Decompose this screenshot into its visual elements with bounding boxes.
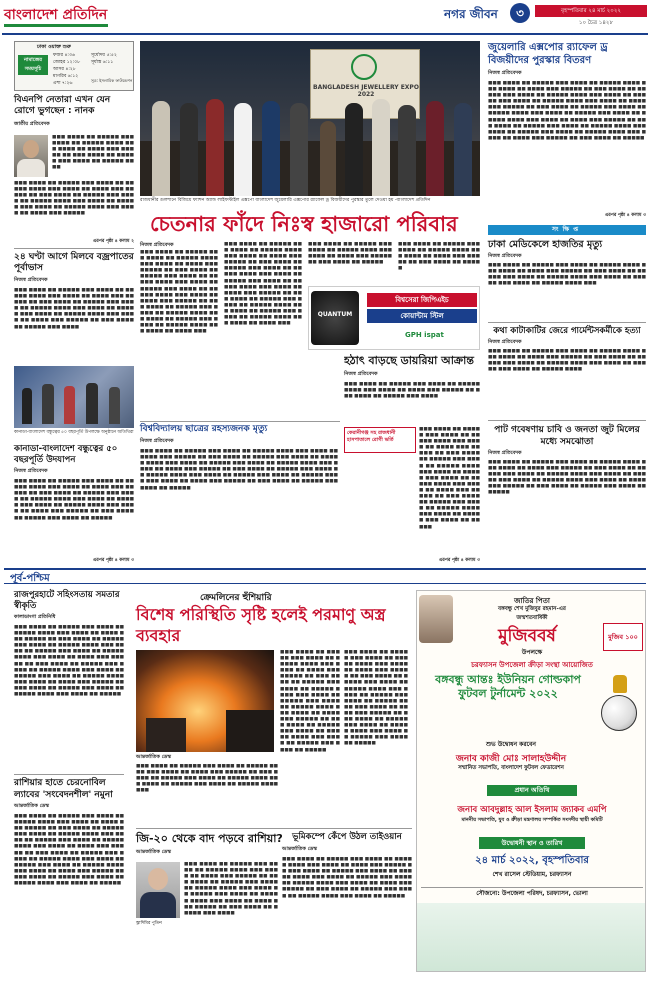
ad-inaug-role: সম্মানিত সভাপতি, বাংলাদেশ ফুটবল ফেডারেশন — [458, 765, 564, 771]
story-body-2: ■■■ ■■■■ ■■ ■■■■■ ■■■ ■■■■ ■■ ■■■■■ ■■■■ ■■■ ■■■■ ■■ ■■■■ ■■■ ■■■■■ ■■ ■■■ ■■■■ ■■ ■■■■■ ■■■ ■■■■ ■■ ■■■■■ ■■■■ ■■■ ■■■■ ■■ ■■■■■ ■■■ ■■■■ ■■ ■■■■■ ■■■■ ■■■ ■■■■ ■■ ■■■■ ■■■ ■■■■■ — [14, 181, 134, 217]
story-body-col1: ■■■ ■■■■ ■■ ■■■■■ ■■■ ■■■■ ■■ ■■■■■ ■■■■ ■■■ ■■■■ ■■ ■■■■ ■■■ ■■■■■ ■■ ■■■ ■■■■ ■■ ■■■■■ ■■■ ■■■■ ■■ ■■■■■ ■■■■ ■■■ ■■■■ ■■ ■■■■■ ■■■ ■■■■ ■■ ■■■■■ ■■■■ ■■■ ■■■■ ■■ ■■■■ ■■■ ■■■■■ ■■ ■■■ ■■■■ ■■ ■■■■■ ■■■ ■■■■ ■■ ■■■■■ ■■■■ ■■■ ■■■■ ■■ ■■■■■ ■■■ ■■■■ ■■ ■■■■■ ■■■■ ■■■ ■■■■ ■■ ■■■■ ■■■ — [140, 250, 218, 335]
story-body: ■■■ ■■■■ ■■ ■■■■■ ■■■ ■■■■ ■■ ■■■■■ ■■■■ ■■■ ■■■■ ■■ ■■■■ ■■■ ■■■■■ ■■ ■■■ ■■■■ ■■ ■■■■■ ■■■ ■■■■ ■■ ■■■■■ ■■■■ ■■■ ■■■■ ■■ ■■■■■ ■■■ ■■■■ ■■ ■■■■■ ■■■■ ■■■ ■■■■ ■■ ■■■■ ■■■ ■■■■■ ■■ ■■■ ■■■■ ■■ ■■■■■ ■■■ ■■■■ ■■ ■■■■■ ■■■■ ■■■ ■■■■ ■■ ■■■■■ — [282, 857, 412, 899]
sunset: সূর্যাস্ত ৬:১১ — [91, 60, 114, 65]
story-byline: জাতীয় প্রতিবেদক — [14, 121, 50, 127]
ad-portrait-left — [419, 595, 453, 643]
ad-brand: GPH ispat — [405, 331, 444, 339]
kremlin-kicker: ক্রেমলিনের হুঁশিয়ারি — [200, 593, 272, 603]
story-body-2: ■■■ ■■■■ ■■ ■■■■■ ■■■ ■■■■ ■■ ■■■■■ ■■■■ ■■■ ■■■■ ■■ ■■■■ ■■■ ■■■■■ ■■ ■■■ ■■■■ ■■ ■■■■■ ■■■ ■■■■ ■■ ■■■■■ ■■■■ ■■■ ■■■■ ■■ ■■■■■ ■■■ ■■■■ ■■ ■■■■■ ■■■■ ■■■ ■■■■ ■■ ■■■■ ■■■ ■■■■■ ■■ ■■■ ■■■■ ■■ ■■■■■ ■■■ ■■■■ ■■ ■■■■■ ■■■■ ■■■ ■■■■ ■■ ■■■■■ ■■■ ■■■■ ■■ ■■■■■ — [419, 427, 480, 530]
briefs-label: সংক্ষিপ্ত — [551, 226, 583, 233]
mujib-logo — [603, 623, 643, 651]
logo-tagline — [4, 24, 108, 27]
story-byline: নিজস্ব প্রতিবেদক — [14, 468, 48, 474]
prayer-title: ঢাকা ওয়াক্ত শুরু — [37, 44, 71, 50]
ad-product-badge — [311, 291, 359, 345]
main-photo — [140, 41, 480, 196]
story-body-col3: ■■■ ■■■■ ■■ ■■■■■ ■■■ ■■■■ ■■ ■■■■■ ■■■■ ■■■ ■■■■ ■■ ■■■■ ■■■ ■■■■■ ■■ ■■■ ■■■■ ■■ ■■■■■ — [308, 242, 392, 266]
pull-quote — [344, 427, 416, 453]
ad-gph-steel — [308, 286, 480, 350]
story-byline: নিজস্ব প্রতিবেদক — [488, 339, 522, 345]
story-byline: নিজস্ব প্রতিবেদক — [344, 371, 378, 377]
prayer-label-2: সময়সূচি — [24, 66, 42, 72]
sunrise: সূর্যোদয় ৫:৫২ — [91, 53, 117, 58]
story-kremlin-col2: ■■■ ■■■■ ■■ ■■■■■ ■■■ ■■■■ ■■ ■■■■■ ■■■■ ■■■ ■■■■ ■■ ■■■■ ■■■ ■■■■■ ■■ ■■■ ■■■■ ■■ ■■■■■ ■■■ ■■■■ ■■ ■■■■■ ■■■■ ■■■ ■■■■ ■■ ■■■■■ ■■■ ■■■■ ■■ ■■■■■ ■■■■ ■■■ ■■■■ ■■ ■■■■ ■■■ ■■■■■ ■■ ■■■ ■■■■ ■■ ■■■■■ ■■■ ■■■■ ■■ ■■■■■ ■■■■ ■■■ ■■■■ ■■ ■■■■■ ■■■ ■■■■ ■■ ■■■■■ — [280, 650, 340, 753]
ad-organizer: চরফ্যাসন উপজেলা ক্রীড়া সংস্থা আয়োজিত — [471, 661, 593, 669]
ad-event: বঙ্গবন্ধু আন্তঃ ইউনিয়ন গোল্ডকাপ ফুটবল টুর্নামেন্ট ২০২২ — [435, 673, 581, 700]
story-body-col4: ■■■ ■■■■ ■■ ■■■■■ ■■■ ■■■■ ■■ ■■■■■ ■■■■ ■■■ ■■■■ ■■ ■■■■ ■■■ ■■■■■ ■■ ■■■ ■■■■ ■■ ■■■■■ — [398, 242, 480, 272]
story-headline: ২৪ ঘণ্টা আগে মিলবে বজ্রপাতের পূর্বাভাস — [14, 252, 134, 273]
story-headline: জুয়েলারি এক্সপোর র‍্যাফেল ড্র বিজয়ীদের পুরস্কার বিতরণ — [488, 42, 608, 66]
story-body: ■■■ ■■■■ ■■ ■■■■■ ■■■ ■■■■ ■■ ■■■■■ ■■■■ ■■■ ■■■■ ■■ ■■■■ ■■■ ■■■■■ ■■ ■■■ ■■■■ ■■ ■■■■■ ■■■ ■■■■ ■■ ■■■■■ ■■■■ ■■■ ■■■■ ■■ ■■■■■ ■■■ ■■■■ ■■ ■■■■■ ■■■■ ■■■ ■■■■ ■■ ■■■■ ■■■ ■■■■■ ■■ ■■■ ■■■■ ■■ ■■■■■ ■■■ ■■■■ ■■ ■■■■■ — [14, 479, 134, 521]
story-body: ■■■ ■■■■ ■■ ■■■■■ ■■■ ■■■■ ■■ ■■■■■ ■■■■ ■■■ ■■■■ ■■ ■■■■ ■■■ ■■■■■ ■■ ■■■ ■■■■ ■■ ■■■■■ ■■■ ■■■■ ■■ ■■■■■ ■■■■ ■■■ ■■■■ ■■ ■■■■■ ■■■ ■■■■ ■■ ■■■■■ ■■■■ ■■■ ■■■■ ■■ ■■■■ ■■■ ■■■■■ ■■ ■■■ ■■■■ ■■ ■■■■■ ■■■ ■■■■ ■■ ■■■■■ ■■■■ ■■■ ■■■■ ■■ ■■■■■ ■■■ ■■■■ ■■ ■■■■■ ■■■■ ■■■ ■■■■ ■■ ■■■■ ■■■ ■■■■■ ■■ ■■■ ■■■■ ■■ ■■■■■ ■■■ ■■■■ ■■ ■■■■■ ■■■■ ■■■ ■■■■ ■■ ■■■■■ ■■■ ■■■■ ■■ ■■■■■ ■■■■ ■■■ ■■■■ ■■ ■■■■ ■■■ ■■■■■ ■■ ■■■ ■■■■ ■■ ■■■■■ — [488, 81, 646, 141]
ad-line2: কোয়ান্টাম স্টিল — [367, 309, 477, 323]
story-body: ■■■ ■■■■ ■■ ■■■■■ ■■■ ■■■■ ■■ ■■■■■ ■■■■ ■■■ ■■■■ ■■ ■■■■ ■■■ ■■■■■ ■■ ■■■ ■■■■ ■■ ■■■■■ ■■■ ■■■■ ■■ ■■■■■ ■■■■ ■■■ ■■■■ ■■ ■■■■■ ■■■ ■■■■ ■■ ■■■■■ ■■■■ ■■■ ■■■■ ■■ ■■■■ ■■■ ■■■■■ ■■ ■■■ ■■■■ ■■ ■■■■■ ■■■ ■■■■ ■■ ■■■■■ ■■■■ ■■■ ■■■■ ■■ ■■■■■ ■■■ ■■■■ ■■ ■■■■■ ■■■■ ■■■ ■■■■ ■■ ■■■■ ■■■ ■■■■■ ■■ ■■■ ■■■■ ■■ ■■■■■ ■■■ ■■■■ ■■ ■■■■■ ■■■■ ■■■ ■■■■ ■■ ■■■■■ — [14, 814, 124, 887]
ad-venue-date: ২৪ মার্চ ২০২২, বৃহস্পতিবার — [475, 855, 589, 866]
story-body: ■■■ ■■■■ ■■ ■■■■■ ■■■ ■■■■ ■■ ■■■■■ ■■■■ ■■■ ■■■■ ■■ ■■■■ ■■■ ■■■■■ ■■ ■■■ ■■■■ ■■ ■■■■■ ■■■ ■■■■ ■■ ■■■■■ ■■■■ ■■■ ■■■■ ■■ ■■■■■ ■■■ ■■■■ ■■ ■■■■■ ■■■■ ■■■ ■■■■ ■■ ■■■■ ■■■ ■■■■■ ■■ ■■■ ■■■■ ■■ ■■■■■ ■■■ ■■■■ ■■ ■■■■■ — [488, 460, 646, 496]
story-body: ■■■ ■■■■ ■■ ■■■■■ ■■■ ■■■■ ■■ ■■■■■ ■■■■ ■■■ ■■■■ ■■ ■■■■ ■■■ ■■■■■ ■■ ■■■ ■■■■ ■■ ■■■■■ ■■■ ■■■■ ■■ ■■■■■ ■■■■ ■■■ ■■■■ ■■ ■■■■■ ■■■ ■■■■ ■■ ■■■■■ ■■■■ ■■■ — [136, 764, 278, 794]
story-headline: বিশ্ববিদ্যালয় ছাত্রের রহস্যজনক মৃত্যু — [140, 424, 268, 434]
date-secondary: ১০ চৈত্র ১৪২৮ — [578, 20, 614, 26]
story-headline: পাট গবেষণায় চাবি ও জনতা জুট মিলের মধ্যে সমঝোতা — [494, 425, 640, 447]
story-headline: জি-২০ থেকে বাদ পড়বে রাশিয়া? — [136, 832, 283, 845]
story-kremlin — [136, 754, 278, 824]
story-g20 — [136, 832, 283, 972]
story-jewellery — [488, 41, 646, 219]
story-byline: আন্তর্জাতিক ডেস্ক — [136, 849, 171, 855]
story-continued: এরপর পৃষ্ঠা ৪ কলাম ৩ — [92, 558, 134, 563]
page-number — [510, 3, 530, 23]
ad-inaug-label: শুভ উদ্বোধন করবেন — [486, 741, 536, 748]
ad-line1: বঙ্গবন্ধু শেখ মুজিবুর রহমান-এর — [498, 606, 566, 612]
date-text: বৃহস্পতিবার ২৪ মার্চ ২০২২ — [561, 8, 621, 14]
fire-photo — [136, 650, 274, 752]
masthead-logo: বাংলাদেশ প্রতিদিন — [4, 7, 108, 23]
story-rangpur — [14, 590, 124, 770]
mujib-logo-text: মুজিব ১০০ — [608, 633, 638, 641]
ad-footer-band — [417, 903, 646, 972]
story-body: ■■■ ■■■■ ■■ ■■■■■ ■■■ ■■■■ ■■ ■■■■■ ■■■■ ■■■ ■■■■ ■■ ■■■■ ■■■ ■■■■■ ■■ ■■■ ■■■■ ■■ ■■■■■ ■■■ ■■■■ ■■ ■■■■■ ■■■■ ■■■ ■■■■ ■■ ■■■■■ ■■■ ■■■■ ■■ ■■■■■ ■■■■ ■■■ ■■■■ ■■ ■■■■ ■■■ ■■■■■ ■■ ■■■ ■■■■ ■■ ■■■■■ ■■■ ■■■■ ■■ ■■■■■ ■■■■ ■■■ ■■■■ ■■ ■■■■■ ■■■ ■■■■ ■■ ■■■■■ ■■■■ ■■■ ■■■■ ■■ ■■■■ ■■■ ■■■■■ ■■ ■■■ ■■■■ ■■ ■■■■■ ■■■ ■■■■ ■■ ■■■■■ ■■■■ ■■■ ■■■■ ■■ ■■■■■ — [14, 625, 124, 698]
story-headline: ভূমিকম্পে কেঁপে উঠল তাইওয়ান — [292, 832, 402, 842]
story-body: ■■■ ■■■■ ■■ ■■■■■ ■■■ ■■■■ ■■ ■■■■■ ■■■■ ■■■ ■■■■ ■■ ■■■■ ■■■ ■■■■■ ■■ ■■■ ■■■■ ■■ ■■■■■ ■■■ ■■■■ ■■ ■■■■■ ■■■■ ■■■ ■■■■ ■■ ■■■■■ ■■■ ■■■■ ■■ ■■■■■ ■■■■ — [488, 349, 646, 373]
story-chernobyl — [14, 778, 124, 968]
divider — [136, 828, 412, 829]
putin-caption: ভ্লাদিমির পুতিন — [136, 921, 162, 926]
portrait-photo — [14, 135, 48, 177]
story-continued: এরপর পৃষ্ঠা ৪ কলাম ৩ — [604, 213, 646, 218]
ad-line1: বিশ্বসেরা জিপিএইচ — [367, 293, 477, 307]
story-byline: নিজস্ব প্রতিবেদক — [14, 277, 48, 283]
ad-chief-role: মাননীয় সভাপতি, যুব ও ক্রীড়া মন্ত্রণালয় সম্পর্কিত সংসদীয় স্থায়ী কমিটি — [461, 817, 603, 823]
canada-caption: কানাডা-বাংলাদেশ বন্ধুত্বের ৫০ বছরপূর্তি উপলক্ষে অনুষ্ঠানে অতিথিরা — [14, 430, 134, 435]
prayer-row: জোহর ১২:০৮ — [53, 60, 81, 65]
section-header-text: পূর্ব-পশ্চিম — [10, 573, 50, 584]
ad-venue-place: শেখ রাসেল স্টেডিয়াম, চরফ্যাসন — [492, 871, 572, 878]
prayer-sun — [91, 52, 117, 66]
prayer-row: ফজর ৪:৩৬ — [53, 53, 75, 58]
main-headline: চেতনার ফাঁদে নিঃস্ব হাজারো পরিবার — [150, 211, 458, 236]
page-number-text: ৩ — [516, 6, 524, 20]
story-body: ■■■ ■■■■ ■■ ■■■■■ ■■■ ■■■■ ■■ ■■■■■ ■■■■ ■■■ ■■■■ ■■ ■■■■ ■■■ ■■■■■ ■■ ■■■ ■■■■ ■■ ■■■■■ ■■■ ■■■■ ■■ ■■■■■ ■■■■ ■■■ ■■■■ ■■ ■■■■■ ■■■ ■■■■ ■■ ■■■■■ ■■■■ ■■■ — [488, 263, 646, 287]
divider — [488, 420, 646, 421]
prayer-label-box — [18, 55, 48, 75]
kremlin-headline: বিশেষ পরিস্থিতি সৃষ্টি হলেই পরমাণু অস্ত্র ব্যবহার — [136, 605, 386, 645]
story-student — [140, 424, 338, 564]
ad-sponsor: সৌজন্যে: উপজেলা পরিষদ, চরফ্যাসন, ভোলা — [421, 887, 643, 899]
story-body: ■■■ ■■■■ ■■ ■■■■■ ■■■ ■■■■ ■■ ■■■■■ ■■■■ ■■■ ■■■■ ■■ ■■■■ ■■■ ■■■■■ ■■ ■■■ ■■■■ ■■ ■■■■■ ■■■ ■■■■ — [344, 382, 480, 400]
prayer-row: এশা ৭:২৬ — [53, 81, 73, 86]
story-body-col2: ■■■ ■■■■ ■■ ■■■■■ ■■■ ■■■■ ■■ ■■■■■ ■■■■ ■■■ ■■■■ ■■ ■■■■ ■■■ ■■■■■ ■■ ■■■ ■■■■ ■■ ■■■■■ ■■■ ■■■■ ■■ ■■■■■ ■■■■ ■■■ ■■■■ ■■ ■■■■■ ■■■ ■■■■ ■■ ■■■■■ ■■■■ ■■■ ■■■■ ■■ ■■■■ ■■■ ■■■■■ ■■ ■■■ ■■■■ ■■ ■■■■■ ■■■ ■■■■ ■■ ■■■■■ ■■■■ ■■■ ■■■■ ■■ ■■■■■ ■■■ ■■■■ ■■ ■■■■■ ■■■■ ■■■ ■■■■ ■■ ■■■■ ■■■ — [224, 242, 302, 327]
story-headline: হঠাৎ বাড়ছে ডায়রিয়া আক্রান্ত — [344, 354, 474, 367]
story-dmc — [488, 239, 646, 319]
story-body: ■■■ ■■■■ ■■ ■■■■■ ■■■ ■■■■ ■■ ■■■■■ ■■■■ ■■■ ■■■■ ■■ ■■■■ ■■■ ■■■■■ ■■ ■■■ ■■■■ ■■ ■■■■■ ■■■ ■■■■ ■■ ■■■■■ ■■■■ — [52, 135, 134, 171]
story-byline: কালাডাংগা প্রতিনিধি — [14, 614, 56, 620]
story-headline: কানাডা-বাংলাদেশ বন্ধুত্বের ৫০ বছরপূর্তি উদযাপন — [14, 444, 118, 465]
ad-mujib-borsho — [416, 590, 646, 972]
expo-banner-text: BANGLADESH JEWELLERY EXPO 2022 — [313, 84, 419, 98]
section-header-east-west — [4, 568, 646, 584]
story-headline: কথা কাটাকাটির জেরে গার্মেন্টসকর্মীকে হত্যা — [493, 326, 641, 336]
story-continued: এরপর পৃষ্ঠা ৪ কলাম ৩ — [438, 558, 480, 563]
story-headline: রাশিয়ার হাতে চেরনোবিল ল্যাবের 'সংবেদনশীল' নমুনা — [14, 778, 113, 800]
ad-product: QUANTUM — [317, 311, 353, 318]
prayer-row: আসর ৪:২৮ — [53, 67, 76, 72]
prayer-credit: সূত্র: ইসলামিক ফাউন্ডেশন — [91, 78, 133, 83]
story-headline: রাজপুরহাটে সহিংসতায় সমতার স্বীকৃতি — [14, 590, 120, 611]
story-byline: নিজস্ব প্রতিবেদক — [140, 438, 174, 444]
story-garments — [488, 326, 646, 416]
ad-inaug-name: জনাব কাজী মোঃ সালাহউদ্দীন — [455, 754, 567, 764]
pull-quote-text: কেরানীগঞ্জ সহ রাজধানী হাসপাতালে রোগী ভর্তি — [347, 430, 396, 443]
story-kremlin-col3: ■■■ ■■■■ ■■ ■■■■■ ■■■ ■■■■ ■■ ■■■■■ ■■■■ ■■■ ■■■■ ■■ ■■■■ ■■■ ■■■■■ ■■ ■■■ ■■■■ ■■ ■■■■■ ■■■ ■■■■ ■■ ■■■■■ ■■■■ ■■■ ■■■■ ■■ ■■■■■ ■■■ ■■■■ ■■ ■■■■■ ■■■■ ■■■ ■■■■ ■■ ■■■■ ■■■ ■■■■■ ■■ ■■■ ■■■■ ■■ ■■■■■ ■■■ ■■■■ ■■ ■■■■■ ■■■■ ■■■ ■■■■ ■■ ■■■■■ ■■■ ■■■■ ■■ ■■■■■ — [344, 650, 408, 747]
briefs-header — [488, 225, 646, 235]
divider — [488, 322, 646, 323]
story-thunder — [14, 252, 134, 362]
divider — [140, 421, 340, 422]
story-body: ■■■ ■■■■ ■■ ■■■■■ ■■■ ■■■■ ■■ ■■■■■ ■■■■ ■■■ ■■■■ ■■ ■■■■ ■■■ ■■■■■ ■■ ■■■ ■■■■ ■■ ■■■■■ ■■■ ■■■■ ■■ ■■■■■ ■■■■ ■■■ ■■■■ ■■ ■■■■■ ■■■ ■■■■ ■■ ■■■■■ ■■■■ ■■■ ■■■■ ■■ ■■■■ ■■■ ■■■■■ ■■ ■■■ ■■■■ ■■ ■■■■■ ■■■ ■■■■ — [184, 862, 278, 916]
date-bar — [535, 5, 647, 17]
story-byline: নিজস্ব প্রতিবেদক — [488, 450, 522, 456]
trophy-icon — [613, 675, 627, 693]
ad-kicker: জাতির পিতা — [514, 597, 550, 605]
ad-title: মুজিববর্ষ — [498, 626, 556, 646]
story-continued: এরপর পৃষ্ঠা ৪ কলাম ২ — [92, 239, 134, 244]
story-byline: নিজস্ব প্রতিবেদক — [488, 253, 522, 259]
story-byline: আন্তর্জাতিক ডেস্ক — [14, 803, 49, 809]
ad-line2: জন্মশতবার্ষিকী — [516, 615, 548, 621]
prayer-rows — [53, 52, 80, 87]
story-body: ■■■ ■■■■ ■■ ■■■■■ ■■■ ■■■■ ■■ ■■■■■ ■■■■ ■■■ ■■■■ ■■ ■■■■ ■■■ ■■■■■ ■■ ■■■ ■■■■ ■■ ■■■■■ ■■■ ■■■■ ■■ ■■■■■ ■■■■ ■■■ ■■■■ ■■ ■■■■■ ■■■ ■■■■ ■■ ■■■■■ ■■■■ ■■■ ■■■■ ■■ ■■■■ ■■■ ■■■■■ ■■ ■■■ ■■■■ ■■ ■■■■■ ■■■ ■■■■ — [14, 288, 134, 330]
putin-photo — [136, 862, 180, 918]
story-jute — [488, 424, 646, 564]
masthead — [0, 0, 650, 36]
story-body: ■■■ ■■■■ ■■ ■■■■■ ■■■ ■■■■ ■■ ■■■■■ ■■■■ ■■■ ■■■■ ■■ ■■■■ ■■■ ■■■■■ ■■ ■■■ ■■■■ ■■ ■■■■■ ■■■ ■■■■ ■■ ■■■■■ ■■■■ ■■■ ■■■■ ■■ ■■■■■ ■■■ ■■■■ ■■ ■■■■■ ■■■■ ■■■ ■■■■ ■■ ■■■■ ■■■ ■■■■■ ■■ ■■■ ■■■■ ■■ ■■■■■ ■■■ ■■■■ ■■ ■■■■■ ■■■■ ■■■ ■■■■ ■■ ■■■■■ ■■■ ■■■■ ■■ ■■■■■ ■■■■ ■■■ ■■■■ ■■ ■■■■ ■■■ ■■■■■ ■■ ■■■ ■■■■ ■■ ■■■■■ ■■■ ■■■■ ■■ ■■■■■ — [140, 449, 338, 491]
ad-venue-label: উদ্বোধনী স্থান ও তারিখ — [479, 837, 585, 849]
section-title: নগর জীবন — [444, 7, 498, 21]
ad-chief-label: প্রধান অতিথি — [487, 785, 577, 796]
story-byline: নিজস্ব প্রতিবেদক — [488, 70, 522, 76]
main-photo-caption: রাজধানীর গুলশানে বিজিয়ে ফ্যাশন অ্যান্ড লাইফস্টাইল এক্সপো বাংলাদেশ জুয়েলারি এক্সপোর র‍্যাফেল ড্র বিজয়ীদের পুরস্কার তুলে দেওয়া হয় -বাংলাদেশ প্রতিদিন — [140, 198, 431, 203]
masthead-rule — [2, 33, 648, 35]
story-byline: নিজস্ব প্রতিবেদক — [140, 242, 174, 248]
divider — [14, 248, 134, 249]
story-taiwan — [282, 832, 412, 972]
story-byline: আন্তর্জাতিক ডেস্ক — [136, 754, 171, 760]
prayer-label-1: নামাজের — [24, 57, 42, 63]
story-headline: ঢাকা মেডিকেলে হাজতির মৃত্যু — [488, 239, 603, 250]
story-bnp — [14, 95, 134, 245]
story-diarrhoea — [344, 354, 480, 564]
ad-chief-name: জনাব আবদুল্লাহ আল ইসলাম জ্যাকব এমপি — [457, 805, 607, 815]
prayer-row: মাগরিব ৬:১২ — [53, 74, 79, 79]
prayer-times-box — [14, 41, 134, 91]
story-byline: আন্তর্জাতিক ডেস্ক — [282, 846, 317, 852]
story-headline: বিএনপি নেতারা এখন যেন রোগে ভুগছেন : নানক — [14, 95, 111, 116]
divider — [14, 774, 124, 775]
football-icon — [601, 695, 637, 731]
ad-sub: উপলক্ষে — [521, 649, 543, 656]
story-canada — [14, 444, 134, 564]
canada-photo — [14, 366, 134, 428]
